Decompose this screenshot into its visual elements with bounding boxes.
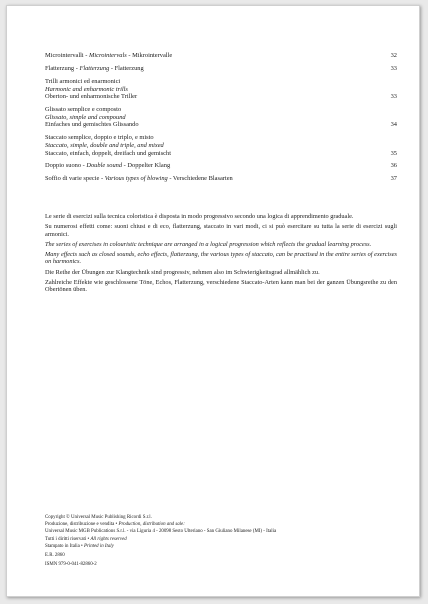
toc-text: Glissato semplice e composto [45, 106, 122, 114]
toc-text: Various types of blowing [104, 175, 168, 183]
preface-paragraph: Le serie di esercizi sulla tecnica coloristica è disposta in modo progressivo secondo una logica di apprendimento graduale. [45, 213, 354, 220]
toc-entry [45, 78, 397, 101]
preface-paragraph: The series of exercises in colouristic technique are arranged in a logical progression which reflects the gradual learning process. [45, 240, 372, 248]
toc-text: - Verschiedene Blasarten [167, 175, 233, 183]
toc-entry-line [45, 175, 397, 183]
toc-text: - Mikrointervalle [126, 52, 173, 59]
toc-entry-line [45, 86, 397, 94]
toc-text: Staccato, simple, double and triple, and mixed [45, 141, 164, 149]
toc-page-number: 36 [390, 162, 397, 170]
toc-entry [45, 52, 397, 60]
toc-page-number: 32 [390, 52, 397, 59]
toc-entry [45, 106, 397, 129]
er-number: E.R. 2860 [45, 553, 65, 559]
toc-page-number: 35 [390, 149, 397, 157]
toc-entry [45, 134, 397, 157]
rights-line: Tutti i diritti riservati • All rights reserved [45, 536, 127, 542]
toc-page-number: 33 [390, 64, 397, 72]
toc-entry-line [45, 150, 397, 158]
toc-entry-line [45, 78, 397, 86]
preface-paragraph: Many effects such as closed sounds, echo effects, flatterzung, the various types of staccato, can be practised in the entire series of exercises on harmonics. [45, 250, 397, 266]
preface-text [45, 213, 397, 296]
toc-text: Double sound [86, 162, 123, 170]
toc-text: Glissato, simple and compound [45, 113, 126, 121]
document-page [6, 5, 420, 597]
toc-text: - Flatterzung [109, 64, 144, 72]
publisher-address: Universal Music MGB Publications S.r.l. - via Liguria 4 - 20098 Sesto Ulteriano - San Giuliano Milanese (MI) - Italia [45, 529, 277, 535]
toc-entry-line [45, 106, 397, 114]
toc-page-number: 37 [390, 175, 397, 183]
toc-text: Flatterzung - [45, 64, 80, 72]
toc-text: Harmonic and enharmonic trills [45, 85, 128, 93]
production-line: Produzione, distribuzione e vendita • Production, distribution and sale: [45, 522, 185, 528]
toc-text: Einfaches und gemischtes Glissando [45, 121, 139, 129]
toc-text: Oberton- und enharmonische Triller [45, 93, 138, 101]
toc-entry-line [45, 134, 397, 142]
toc-entry-line [45, 142, 397, 150]
toc-text: Microintervals [89, 52, 127, 59]
toc-page-number: 33 [390, 93, 397, 101]
toc-text: Doppio suono - [45, 162, 87, 170]
toc-entry [45, 175, 397, 183]
toc-entry [45, 65, 397, 73]
toc-text: Flatterzung [79, 64, 110, 72]
printed-line: Stampato in Italia • Printed in Italy [45, 543, 114, 549]
toc-entry-line [45, 121, 397, 129]
toc-entry-line [45, 114, 397, 122]
toc-entry-line [45, 65, 397, 73]
preface-paragraph: Su numerosi effetti come: suoni chiusi e di eco, flatterzung, staccato in vari modi, ci si può esercitare su tutta la serie di esercizi sugli armonici. [45, 223, 397, 238]
toc-page-number: 34 [390, 121, 397, 129]
toc-entry-line [45, 162, 397, 170]
copyright-line: Copyright © Universal Music Publishing Ricordi S.r.l. [45, 515, 152, 520]
toc-entry [45, 162, 397, 170]
preface-paragraph: Die Reihe der Übungen zur Klangtechnik sind progressiv, nehmen also im Schwierigkeitsgrad allmählich zu. [45, 268, 320, 276]
imprint-footer [45, 514, 397, 568]
toc-text: Soffio di varie specie - [45, 175, 105, 183]
toc-entry-line [45, 52, 397, 60]
toc-text: - Doppelter Klang [122, 162, 171, 170]
toc-text: Staccato semplice, doppio e triplo, e misto [45, 134, 154, 142]
toc-text: Trilli armonici ed enarmonici [45, 77, 121, 85]
toc-text: Microintervalli - [45, 52, 90, 59]
preface-paragraph: Zahlreiche Effekte wie geschlossene Töne, Echos, Flatterzung, verschiedene Staccato-Arten kann man bei der ganzen Übungsreihe zu den Obertönen üben. [45, 278, 397, 294]
ismn-number: ISMN 979-0-041-82860-2 [45, 562, 97, 568]
table-of-contents [45, 52, 397, 188]
toc-text: Staccato, einfach, doppelt, dreifach und gemischt [45, 149, 171, 157]
toc-entry-line [45, 93, 397, 101]
